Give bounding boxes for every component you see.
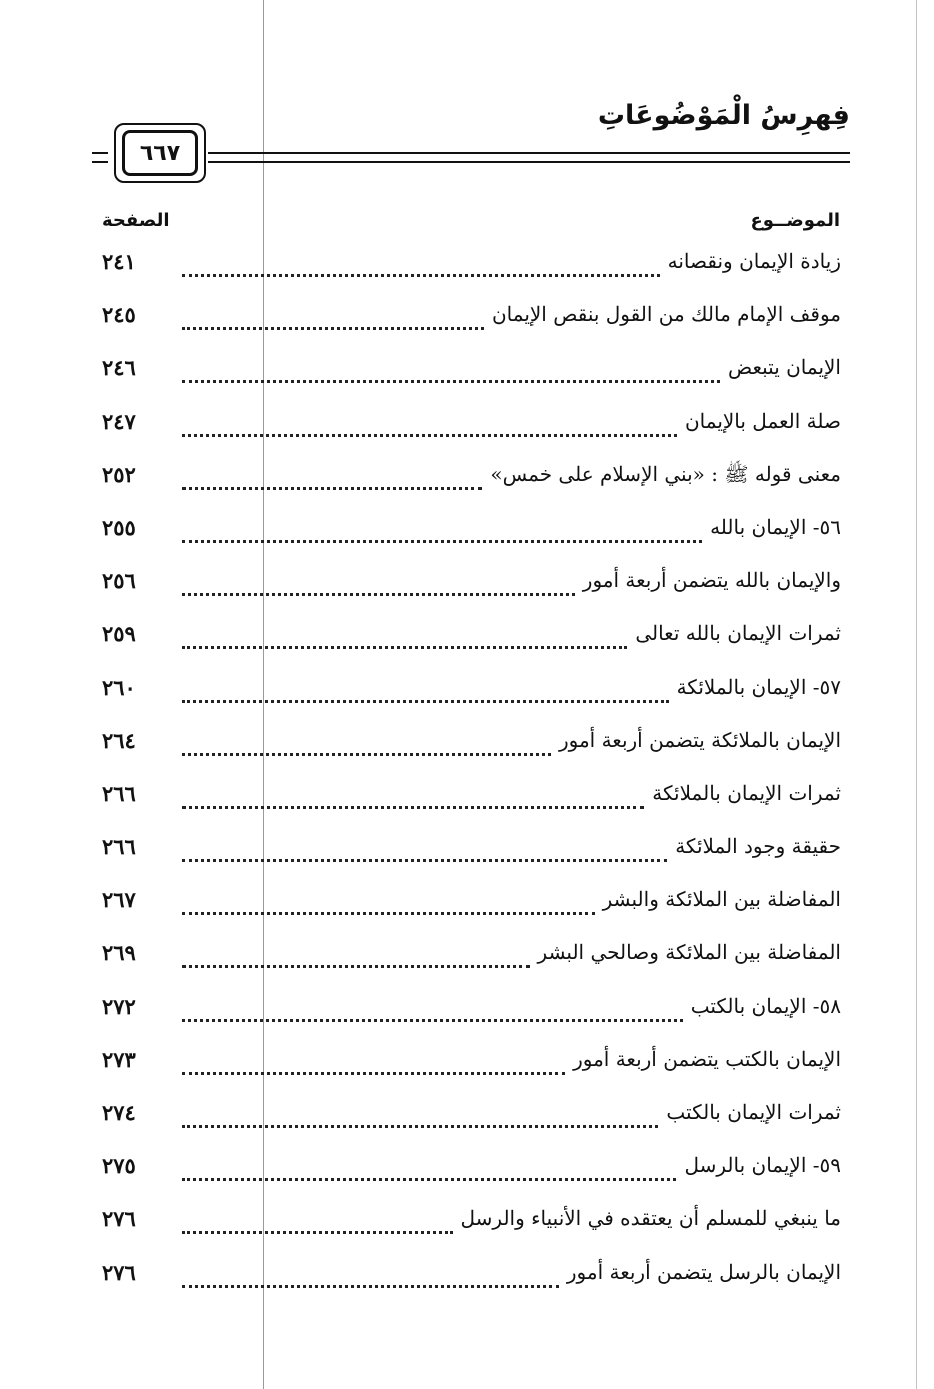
page-title: فِهرِسُ الْمَوْضُوعَاتِ [597, 100, 850, 131]
toc-entry [100, 1041, 841, 1094]
toc-entry-title: والإيمان بالله يتضمن أربعة أمور [582, 568, 841, 593]
toc-leader-dots [182, 859, 667, 862]
toc-leader-dots [182, 753, 551, 756]
toc-entry-title: المفاضلة بين الملائكة والبشر [602, 887, 841, 912]
toc-leader-dots [182, 1285, 559, 1288]
toc-entry-title: ثمرات الإيمان بالكتب [666, 1100, 841, 1124]
toc-entry-title: الإيمان بالرسل يتضمن أربعة أمور [566, 1259, 841, 1284]
page-number-badge [114, 123, 206, 183]
toc-entry-title: معنى قوله ﷺ : «بني الإسلام على خمس» [490, 461, 841, 486]
toc-entry-title: ثمرات الإيمان بالله تعالى [635, 621, 841, 646]
toc-leader-dots [182, 1019, 683, 1022]
toc-entry [100, 669, 841, 722]
page-header [90, 100, 850, 190]
toc-leader-dots [182, 912, 595, 915]
toc-entry-title: حقيقة وجود الملائكة [675, 834, 841, 859]
toc-leader-dots [182, 434, 677, 437]
toc-entry-page: ٢٥٦ [102, 568, 136, 594]
toc-leader-dots [182, 380, 720, 383]
toc-leader-dots [182, 965, 530, 968]
toc-entry-title: ٥٨- الإيمان بالكتب [690, 993, 841, 1018]
column-header-topic: الموضــوع [750, 210, 840, 231]
toc-leader-dots [182, 1231, 453, 1234]
toc-entry-page: ٢٧٦ [102, 1259, 136, 1285]
toc-entry [100, 988, 841, 1041]
toc-entry-page: ٢٧٢ [102, 993, 136, 1019]
toc-entry-title: الإيمان يتبعض [727, 355, 841, 380]
toc-leader-dots [182, 1178, 676, 1181]
toc-entry-page: ٢٧٣ [102, 1046, 136, 1072]
toc-entry-page: ٢٤١ [102, 249, 136, 274]
toc-entry-title: ٥٦- الإيمان بالله [710, 514, 841, 539]
toc-entry [100, 1200, 841, 1253]
toc-entry-title: ثمرات الإيمان بالملائكة [652, 780, 841, 805]
toc-entry-page: ٢٥٢ [102, 461, 136, 487]
toc-leader-dots [182, 1072, 565, 1075]
toc-entry [100, 456, 841, 509]
toc-entry [100, 1094, 841, 1147]
table-of-contents [100, 243, 841, 1307]
toc-entry-page: ٢٦٦ [102, 834, 136, 860]
header-rule-end [92, 152, 108, 163]
toc-entry-page: ٢٤٦ [102, 355, 136, 381]
toc-entry-title: ٥٩- الإيمان بالرسل [684, 1153, 841, 1178]
toc-leader-dots [182, 806, 644, 809]
toc-entry-title: ما ينبغي للمسلم أن يعتقده في الأنبياء والرسل [460, 1206, 841, 1231]
toc-entry [100, 403, 841, 456]
header-rule [208, 152, 850, 163]
toc-entry [100, 934, 841, 987]
toc-entry-title: صلة العمل بالإيمان [684, 408, 841, 433]
toc-entry [100, 1147, 841, 1200]
toc-entry-title: الإيمان بالكتب يتضمن أربعة أمور [573, 1046, 841, 1071]
toc-entry [100, 722, 841, 775]
toc-leader-dots [182, 593, 575, 596]
toc-entry [100, 828, 841, 881]
toc-entry-title: زيادة الإيمان ونقصانه [667, 249, 841, 273]
column-header-page: الصفحة [102, 210, 170, 231]
toc-entry-title: موقف الإمام مالك من القول بنقص الإيمان [491, 302, 841, 327]
toc-entry [100, 1254, 841, 1307]
toc-leader-dots [182, 274, 660, 277]
toc-entry-page: ٢٥٩ [102, 621, 136, 647]
toc-entry-page: ٢٦٤ [102, 727, 136, 753]
toc-entry-title: ٥٧- الإيمان بالملائكة [676, 674, 841, 699]
toc-entry [100, 296, 841, 349]
toc-entry-page: ٢٦٠ [102, 674, 136, 700]
toc-leader-dots [182, 1125, 658, 1128]
toc-entry-page: ٢٤٧ [102, 408, 136, 434]
toc-entry [100, 775, 841, 828]
toc-leader-dots [182, 700, 669, 703]
toc-leader-dots [182, 540, 702, 543]
toc-entry [100, 349, 841, 402]
toc-entry-page: ٢٦٩ [102, 940, 136, 966]
toc-entry-page: ٢٤٥ [102, 302, 136, 328]
toc-entry-page: ٢٧٤ [102, 1100, 136, 1125]
toc-leader-dots [182, 327, 484, 330]
toc-entry [100, 562, 841, 615]
toc-entry [100, 881, 841, 934]
toc-entry [100, 615, 841, 668]
toc-entry [100, 509, 841, 562]
toc-entry-title: الإيمان بالملائكة يتضمن أربعة أمور [558, 727, 841, 752]
toc-leader-dots [182, 487, 482, 490]
page-number: ٦٦٧ [122, 130, 198, 176]
toc-leader-dots [182, 646, 627, 649]
toc-entry-page: ٢٦٧ [102, 887, 136, 913]
toc-entry-page: ٢٥٥ [102, 514, 136, 540]
toc-entry-page: ٢٦٦ [102, 780, 136, 806]
toc-entry-page: ٢٧٥ [102, 1153, 136, 1179]
toc-entry-title: المفاضلة بين الملائكة وصالحي البشر [537, 940, 841, 965]
page-edge-line [916, 0, 917, 1389]
toc-entry-page: ٢٧٦ [102, 1206, 136, 1232]
toc-entry [100, 243, 841, 296]
